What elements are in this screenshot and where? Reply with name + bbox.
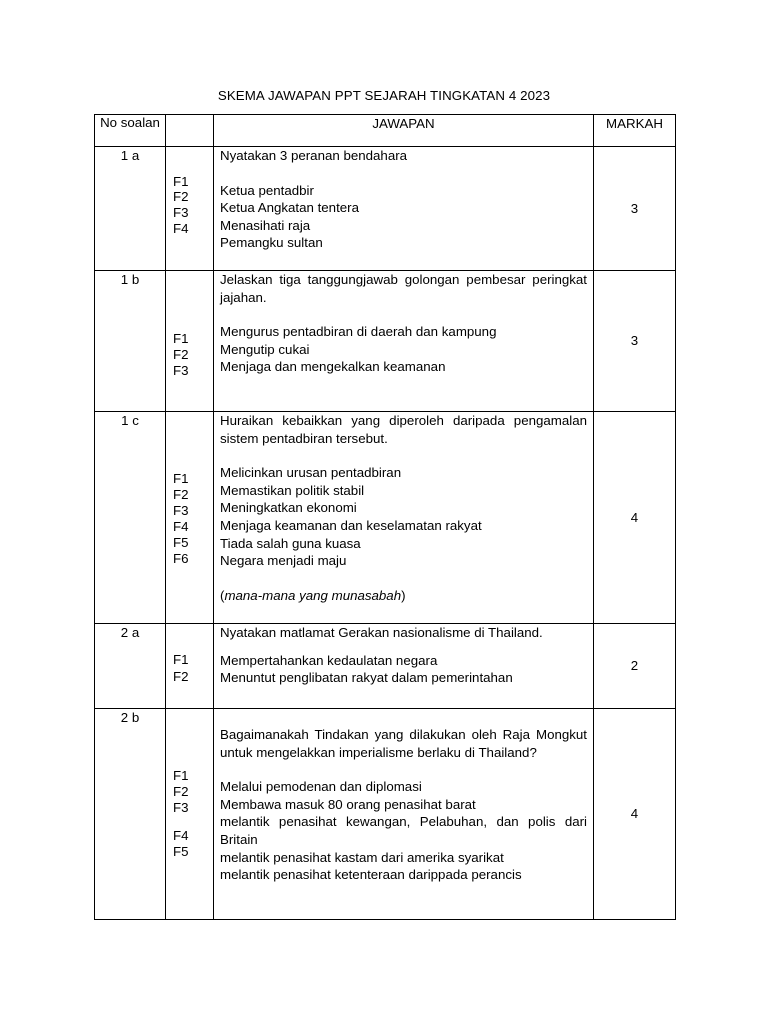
answer-point: Meningkatkan ekonomi <box>220 500 357 516</box>
answer-cell <box>214 709 594 920</box>
header-markah: MARKAH <box>594 115 676 147</box>
question-text: Nyatakan 3 peranan bendahara <box>220 148 408 163</box>
answer-point: Menuntut penglibatan rakyat dalam pemerintahan <box>220 670 513 686</box>
f-codes <box>166 271 214 412</box>
answer-point: Menjaga dan mengekalkan keamanan <box>220 359 446 375</box>
note-italic: mana-mana yang munasabah <box>224 587 402 603</box>
f-codes <box>166 147 214 271</box>
marks: 3 <box>594 147 676 271</box>
answer-point: Melicinkan urusan pentadbiran <box>220 465 402 481</box>
header-jawapan: JAWAPAN <box>214 115 594 147</box>
f-code: F1 <box>173 768 189 783</box>
question-number: 1 c <box>95 412 166 624</box>
marks: 3 <box>594 271 676 412</box>
answer-cell <box>214 271 594 412</box>
question-number: 2 a <box>95 624 166 709</box>
question-text: Nyatakan matlamat Gerakan nasionalisme di Thailand. <box>220 625 543 640</box>
f-code: F3 <box>173 363 189 378</box>
f-code: F4 <box>173 828 189 843</box>
table-row <box>95 624 676 709</box>
answer-point: Tiada salah guna kuasa <box>220 535 361 551</box>
question-text: Bagaimanakah Tindakan yang dilakukan oleh Raja Mongkut untuk mengelakkan imperialisme berlaku di Thailand? <box>220 727 587 760</box>
table-row <box>95 271 676 412</box>
f-code: F2 <box>173 487 189 502</box>
table-row <box>95 147 676 271</box>
answer-point: Ketua pentadbir <box>220 182 314 198</box>
f-code: F2 <box>173 784 189 799</box>
table-header-row <box>95 115 676 147</box>
answer-point: Mengutip cukai <box>220 341 310 357</box>
header-f <box>166 115 214 147</box>
marks: 4 <box>594 709 676 920</box>
answer-point: Menasihati raja <box>220 217 311 233</box>
answer-point: melantik penasihat ketenteraan darippada perancis <box>220 867 522 883</box>
answer-point: Menjaga keamanan dan keselamatan rakyat <box>220 517 482 533</box>
f-code: F2 <box>173 347 189 362</box>
f-code: F5 <box>173 535 189 550</box>
f-code: F5 <box>173 844 189 859</box>
table-row <box>95 412 676 624</box>
f-code: F3 <box>173 205 189 220</box>
question-number: 1 a <box>95 147 166 271</box>
f-code: F4 <box>173 221 189 236</box>
question-number: 2 b <box>95 709 166 920</box>
answer-point: Membawa masuk 80 orang penasihat barat <box>220 796 476 812</box>
f-code: F1 <box>173 174 189 189</box>
f-code: F1 <box>173 331 189 346</box>
f-code: F6 <box>173 551 189 566</box>
f-code: F4 <box>173 519 189 534</box>
f-codes <box>166 412 214 624</box>
answer-point: Mempertahankan kedaulatan negara <box>220 652 438 668</box>
answer-point: Mengurus pentadbiran di daerah dan kampung <box>220 324 497 340</box>
answer-point: Memastikan politik stabil <box>220 482 365 498</box>
answer-point: Pemangku sultan <box>220 235 323 251</box>
f-code: F3 <box>173 800 189 815</box>
answer-point: melantik penasihat kewangan, Pelabuhan, dan polis dari Britain <box>220 814 587 847</box>
header-no-soalan: No soalan <box>95 115 166 147</box>
marks: 4 <box>594 412 676 624</box>
f-code: F1 <box>173 471 189 486</box>
table-row <box>95 709 676 920</box>
question-text: Jelaskan tiga tanggungjawab golongan pembesar peringkat jajahan. <box>220 272 587 305</box>
f-code: F2 <box>173 669 189 684</box>
f-code: F3 <box>173 503 189 518</box>
answer-point: melantik penasihat kastam dari amerika syarikat <box>220 849 504 865</box>
answer-point: Melalui pemodenan dan diplomasi <box>220 779 422 795</box>
answer-point: Ketua Angkatan tentera <box>220 200 359 216</box>
page-title: SKEMA JAWAPAN PPT SEJARAH TINGKATAN 4 2023 <box>217 88 551 103</box>
question-number: 1 b <box>95 271 166 412</box>
question-text: Huraikan kebaikkan yang diperoleh daripada pengamalan sistem pentadbiran tersebut. <box>220 413 587 446</box>
f-codes <box>166 624 214 709</box>
answer-scheme-table <box>94 114 676 920</box>
f-code: F2 <box>173 189 189 204</box>
f-codes <box>166 709 214 920</box>
note-text: (mana-mana yang munasabah) <box>220 587 406 603</box>
answer-point: Negara menjadi maju <box>220 553 347 569</box>
f-code: F1 <box>173 652 189 667</box>
answer-cell <box>214 624 594 709</box>
marks: 2 <box>594 624 676 709</box>
answer-cell <box>214 412 594 624</box>
answer-cell <box>214 147 594 271</box>
